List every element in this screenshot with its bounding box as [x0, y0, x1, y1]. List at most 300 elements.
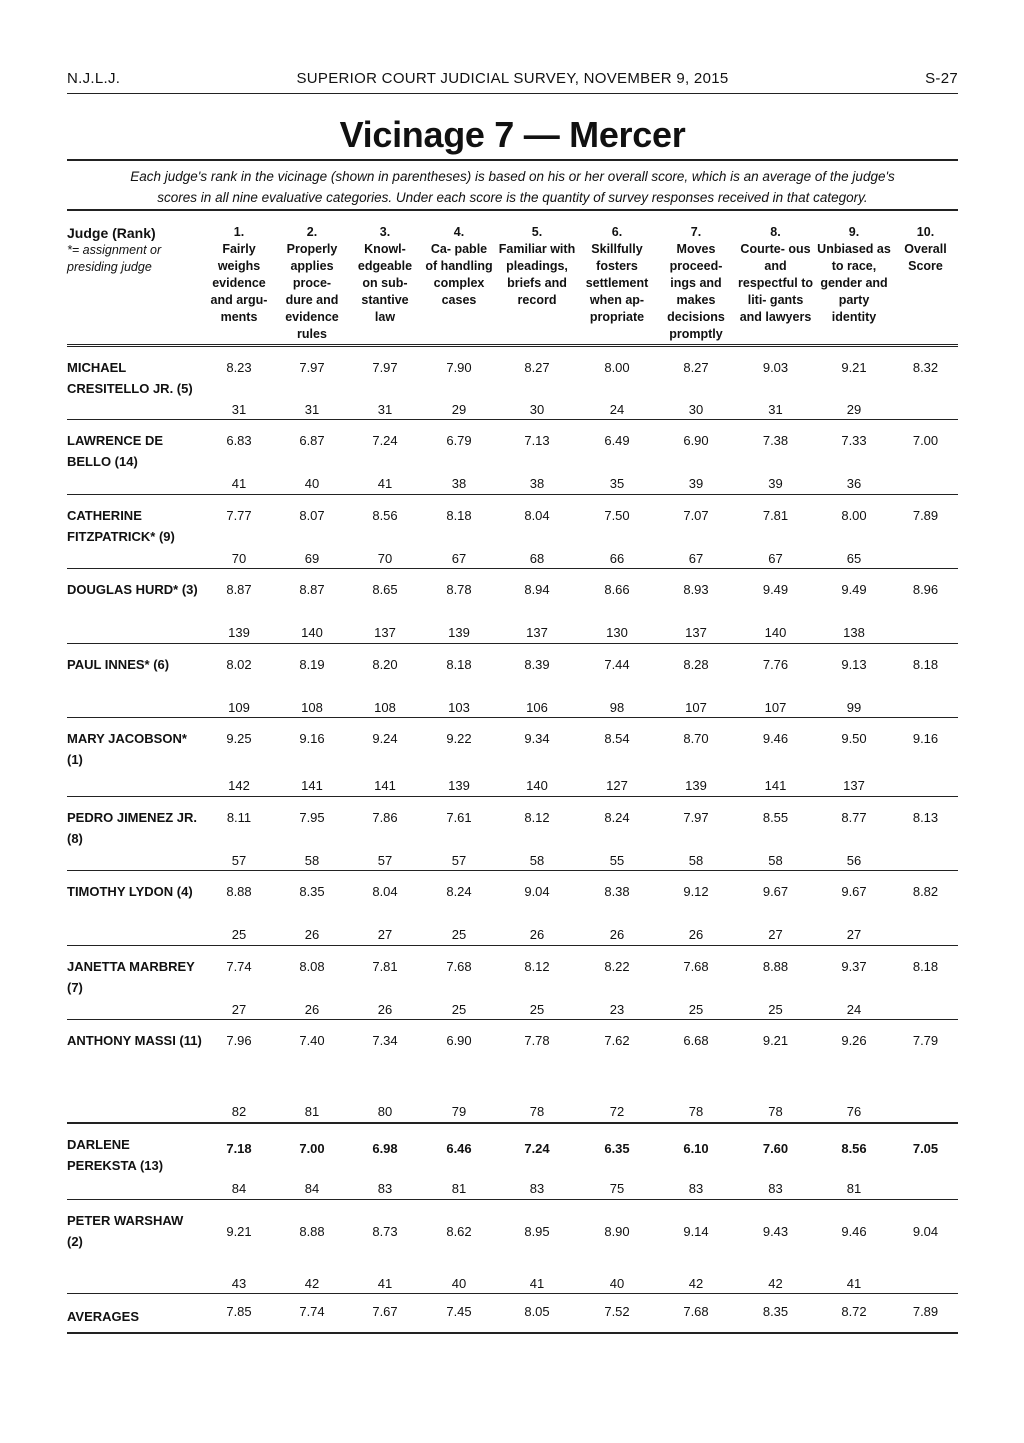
response-count-cell: 25	[422, 921, 496, 946]
score-cell: 8.22	[604, 958, 630, 974]
response-count-cell: 140	[496, 772, 578, 797]
response-count-cell: 25	[496, 995, 578, 1020]
judge-score-row	[67, 420, 958, 470]
score-cell: 7.61	[446, 809, 472, 825]
score-cell: 8.23	[226, 359, 252, 375]
response-count-cell: 36	[815, 470, 893, 495]
response-count-cell: 29	[815, 395, 893, 420]
response-count-cell: 41	[815, 1269, 893, 1294]
score-cell: 8.77	[841, 809, 867, 825]
score-cell: 8.18	[446, 507, 472, 523]
score-cell: 8.82	[912, 884, 939, 899]
score-cell: 8.04	[372, 884, 398, 899]
response-count-cell: 140	[736, 619, 815, 644]
response-count-cell: 23	[578, 995, 656, 1020]
score-cell: 9.16	[299, 731, 325, 746]
score-cell: 7.97	[683, 809, 709, 825]
header-row	[67, 224, 958, 345]
score-cell: 8.95	[524, 1223, 550, 1239]
score-cell: 7.38	[762, 433, 789, 448]
response-count-cell: 83	[496, 1175, 578, 1200]
score-cell: 7.33	[841, 433, 867, 448]
response-count-cell: 108	[348, 693, 422, 718]
response-count-cell: 139	[422, 619, 496, 644]
score-cell: 9.46	[762, 731, 789, 746]
response-count-cell: 26	[496, 921, 578, 946]
score-cell: 8.27	[683, 359, 709, 375]
response-count-cell: 139	[202, 619, 276, 644]
response-count-cell: 57	[202, 846, 276, 871]
score-cell: 8.24	[604, 809, 630, 825]
score-cell: 9.67	[841, 884, 867, 899]
score-cell: 9.46	[841, 1223, 867, 1239]
category-number: 9.	[848, 225, 860, 239]
score-cell: 9.49	[762, 582, 789, 597]
score-cell: 6.90	[446, 1033, 472, 1048]
response-count-cell: 30	[496, 395, 578, 420]
response-count-cell: 67	[656, 544, 736, 569]
empty-cell	[893, 846, 958, 871]
response-count-cell: 40	[276, 470, 348, 495]
response-count-cell: 27	[815, 921, 893, 946]
category-label: Moves proceed- ings and makes decisions promptly	[667, 242, 725, 341]
score-cell: 7.79	[912, 1033, 939, 1048]
judge-name: PETER WARSHAW (2)	[67, 1199, 202, 1294]
response-count-cell: 41	[348, 1269, 422, 1294]
empty-cell	[893, 395, 958, 420]
response-count-cell: 65	[815, 544, 893, 569]
score-cell: 9.03	[762, 359, 789, 375]
header-rule	[67, 93, 958, 94]
score-cell: 8.88	[226, 884, 252, 899]
judge-score-row	[67, 796, 958, 846]
score-cell: 9.43	[762, 1223, 789, 1239]
response-count-cell: 25	[202, 921, 276, 946]
score-cell: 9.14	[683, 1223, 709, 1239]
page-title: Vicinage 7 — Mercer	[339, 114, 686, 155]
average-cell: 7.74	[276, 1294, 348, 1334]
judge-score-row	[67, 1020, 958, 1098]
score-cell: 6.90	[683, 433, 709, 448]
response-count-cell: 127	[578, 772, 656, 797]
category-label: Properly applies proce- dure and evidence rules	[285, 242, 339, 341]
score-cell: 7.50	[604, 507, 630, 523]
score-cell: 8.28	[683, 656, 709, 672]
response-count-cell: 31	[202, 395, 276, 420]
response-count-cell: 78	[496, 1098, 578, 1123]
score-cell: 7.44	[604, 656, 630, 672]
averages-label: AVERAGES	[67, 1294, 202, 1334]
survey-title: SUPERIOR COURT JUDICIAL SURVEY, NOVEMBER 9, 2015	[296, 70, 729, 87]
response-count-cell: 107	[656, 693, 736, 718]
score-cell: 9.04	[912, 1223, 939, 1239]
response-count-cell: 109	[202, 693, 276, 718]
judge-score-row	[67, 718, 958, 772]
response-count-cell: 25	[422, 995, 496, 1020]
score-cell: 7.24	[372, 433, 398, 448]
response-count-cell: 26	[276, 921, 348, 946]
score-cell: 8.19	[299, 656, 325, 672]
score-cell: 8.00	[604, 359, 630, 375]
response-count-cell: 67	[422, 544, 496, 569]
score-cell: 8.62	[446, 1223, 472, 1239]
response-count-cell: 42	[276, 1269, 348, 1294]
response-count-cell: 57	[422, 846, 496, 871]
response-count-cell: 35	[578, 470, 656, 495]
response-count-cell: 130	[578, 619, 656, 644]
response-count-cell: 75	[578, 1175, 656, 1200]
empty-cell	[893, 772, 958, 797]
score-cell: 8.88	[299, 1223, 325, 1239]
judge-name: PAUL INNES* (6)	[67, 643, 202, 718]
response-count-cell: 68	[496, 544, 578, 569]
score-cell: 9.12	[683, 884, 709, 899]
response-count-cell: 140	[276, 619, 348, 644]
score-cell: 8.07	[299, 507, 325, 523]
score-cell: 8.65	[372, 582, 398, 597]
category-label: Unbiased as to race, gender and party identity	[817, 242, 891, 324]
category-label: Familiar with pleadings, briefs and record	[498, 242, 576, 307]
judge-name: DARLENE PEREKSTA (13)	[67, 1123, 202, 1200]
response-count-cell: 41	[202, 470, 276, 495]
score-cell: 8.94	[524, 582, 550, 597]
score-cell: 8.12	[524, 958, 550, 974]
response-count-cell: 40	[422, 1269, 496, 1294]
score-cell: 7.74	[226, 958, 252, 974]
category-number: 8.	[770, 225, 781, 239]
response-count-cell: 83	[348, 1175, 422, 1200]
score-cell: 8.18	[912, 656, 939, 672]
score-cell: 7.97	[299, 359, 325, 375]
response-count-cell: 25	[736, 995, 815, 1020]
response-count-cell: 72	[578, 1098, 656, 1123]
judge-score-row	[67, 643, 958, 693]
score-cell: 8.55	[762, 809, 789, 825]
response-count-cell: 43	[202, 1269, 276, 1294]
response-count-cell: 141	[348, 772, 422, 797]
score-cell: 7.60	[736, 1123, 815, 1175]
score-cell: 8.39	[524, 656, 550, 672]
score-cell: 9.34	[524, 731, 550, 746]
category-label: Courte- ous and respectful to liti- gants and lawyers	[738, 242, 814, 324]
score-cell: 8.35	[299, 884, 325, 899]
category-label: Knowl- edgeable on sub- stantive law	[357, 242, 413, 324]
empty-cell	[893, 1175, 958, 1200]
empty-cell	[893, 619, 958, 644]
category-number: 10.	[916, 225, 935, 239]
category-header	[736, 224, 815, 345]
page-number: S-27	[925, 70, 958, 87]
category-header	[815, 224, 893, 345]
response-count-cell: 55	[578, 846, 656, 871]
publication-name: N.J.L.J.	[67, 70, 121, 87]
response-count-cell: 66	[578, 544, 656, 569]
response-count-cell: 81	[422, 1175, 496, 1200]
category-number: 2.	[306, 225, 318, 239]
score-cell: 7.00	[276, 1123, 348, 1175]
response-count-cell: 41	[496, 1269, 578, 1294]
score-cell: 8.70	[683, 731, 709, 746]
response-count-cell: 26	[578, 921, 656, 946]
average-cell: 7.52	[578, 1294, 656, 1334]
judge-name: PEDRO JIMENEZ JR. (8)	[67, 796, 202, 871]
score-cell: 8.96	[912, 582, 939, 597]
response-count-cell: 38	[422, 470, 496, 495]
empty-cell	[893, 1098, 958, 1123]
score-cell: 8.54	[604, 731, 630, 746]
running-head	[67, 70, 958, 92]
average-cell: 8.05	[496, 1294, 578, 1334]
averages-row	[67, 1294, 958, 1334]
response-count-cell: 27	[202, 995, 276, 1020]
score-cell: 9.13	[841, 656, 867, 672]
score-cell: 9.67	[762, 884, 789, 899]
intro-line-2: scores in all nine evaluative categories. Under each score is the quantity of survey responses received in that category.	[157, 190, 868, 205]
category-label: Overall Score	[904, 242, 947, 273]
response-count-cell: 107	[736, 693, 815, 718]
score-cell: 7.68	[683, 958, 709, 974]
response-count-cell: 25	[656, 995, 736, 1020]
response-count-cell: 24	[578, 395, 656, 420]
response-count-cell: 83	[736, 1175, 815, 1200]
response-count-cell: 82	[202, 1098, 276, 1123]
response-count-cell: 103	[422, 693, 496, 718]
score-cell: 8.56	[815, 1123, 893, 1175]
score-cell: 7.07	[683, 507, 709, 523]
judge-header-note: *= assignment or presiding judge	[67, 243, 162, 274]
score-cell: 9.04	[524, 884, 550, 899]
score-cell: 7.00	[912, 433, 939, 448]
response-count-cell: 26	[276, 995, 348, 1020]
score-cell: 7.40	[299, 1033, 325, 1048]
intro-line-1: Each judge's rank in the vicinage (shown in parentheses) is based on his or her overall score, which is an average of the judge's	[130, 169, 895, 184]
category-number: 4.	[453, 225, 465, 239]
score-cell: 7.34	[372, 1033, 398, 1048]
response-count-cell: 81	[276, 1098, 348, 1123]
score-cell: 7.97	[372, 359, 398, 375]
average-cell: 8.35	[736, 1294, 815, 1334]
score-cell: 7.81	[762, 507, 789, 523]
category-header	[202, 224, 276, 345]
response-count-cell: 27	[736, 921, 815, 946]
score-cell: 8.20	[372, 656, 398, 672]
response-count-cell: 70	[202, 544, 276, 569]
score-cell: 9.21	[841, 359, 867, 375]
score-cell: 8.66	[604, 582, 630, 597]
judge-score-row	[67, 494, 958, 544]
judge-header-title: Judge (Rank)	[67, 225, 156, 241]
score-cell: 8.38	[604, 884, 630, 899]
judge-score-row	[67, 1123, 958, 1175]
response-count-cell: 31	[736, 395, 815, 420]
response-count-cell: 58	[656, 846, 736, 871]
judge-name: MARY JACOBSON* (1)	[67, 718, 202, 797]
response-count-cell: 78	[656, 1098, 736, 1123]
response-count-cell: 42	[736, 1269, 815, 1294]
score-cell: 8.12	[524, 809, 550, 825]
score-cell: 6.49	[604, 433, 630, 448]
score-cell: 6.68	[683, 1033, 709, 1048]
score-cell: 7.68	[446, 958, 472, 974]
average-cell: 7.45	[422, 1294, 496, 1334]
category-number: 7.	[690, 225, 702, 239]
empty-cell	[893, 921, 958, 946]
score-cell: 6.83	[226, 433, 252, 448]
judge-name: TIMOTHY LYDON (4)	[67, 871, 202, 946]
category-number: 3.	[379, 225, 391, 239]
category-header	[893, 224, 958, 345]
response-count-cell: 31	[348, 395, 422, 420]
score-cell: 8.87	[299, 582, 325, 597]
judge-name: LAWRENCE DE BELLO (14)	[67, 420, 202, 495]
average-cell: 7.68	[656, 1294, 736, 1334]
response-count-cell: 31	[276, 395, 348, 420]
response-count-cell: 38	[496, 470, 578, 495]
score-cell: 7.62	[604, 1033, 630, 1048]
response-count-cell: 141	[736, 772, 815, 797]
response-count-cell: 99	[815, 693, 893, 718]
response-count-cell: 142	[202, 772, 276, 797]
judge-name: JANETTA MARBREY (7)	[67, 945, 202, 1020]
score-cell: 6.10	[656, 1123, 736, 1175]
score-cell: 6.87	[299, 433, 325, 448]
score-cell: 8.08	[299, 958, 325, 974]
average-cell: 8.72	[815, 1294, 893, 1334]
category-header	[276, 224, 348, 345]
judge-name: MICHAEL CRESITELLO JR. (5)	[67, 345, 202, 420]
category-number: 1.	[233, 225, 245, 239]
response-count-cell: 137	[815, 772, 893, 797]
score-cell: 7.86	[372, 809, 398, 825]
score-cell: 7.76	[762, 656, 789, 672]
score-cell: 7.77	[226, 507, 252, 523]
response-count-cell: 76	[815, 1098, 893, 1123]
intro-text	[67, 166, 958, 208]
score-cell: 8.87	[226, 582, 252, 597]
judge-score-row	[67, 871, 958, 921]
response-count-cell: 83	[656, 1175, 736, 1200]
score-cell: 8.13	[912, 809, 939, 825]
average-cell: 7.89	[893, 1294, 958, 1334]
score-cell: 7.13	[524, 433, 550, 448]
response-count-cell: 58	[496, 846, 578, 871]
score-cell: 7.24	[496, 1123, 578, 1175]
empty-cell	[893, 995, 958, 1020]
response-count-cell: 137	[496, 619, 578, 644]
score-cell: 8.32	[912, 359, 939, 375]
score-cell: 6.79	[446, 433, 472, 448]
score-cell: 8.02	[226, 656, 252, 672]
response-count-cell: 39	[736, 470, 815, 495]
score-cell: 9.49	[841, 582, 867, 597]
response-count-cell: 98	[578, 693, 656, 718]
score-cell: 7.81	[372, 958, 398, 974]
category-header	[348, 224, 422, 345]
response-count-cell: 42	[656, 1269, 736, 1294]
score-cell: 8.93	[683, 582, 709, 597]
score-cell: 8.73	[372, 1223, 398, 1239]
response-count-cell: 84	[202, 1175, 276, 1200]
score-cell: 9.24	[372, 731, 398, 746]
response-count-cell: 27	[348, 921, 422, 946]
score-cell: 8.90	[604, 1223, 630, 1239]
score-cell: 8.78	[446, 582, 472, 597]
response-count-cell: 138	[815, 619, 893, 644]
response-count-cell: 70	[348, 544, 422, 569]
response-count-cell: 26	[348, 995, 422, 1020]
category-header	[496, 224, 578, 345]
title-rule	[67, 159, 958, 161]
score-cell: 8.27	[524, 359, 550, 375]
category-label: Skillfully fosters settlement when ap- propriate	[585, 242, 649, 324]
score-cell: 7.05	[893, 1123, 958, 1175]
score-cell: 9.22	[446, 731, 472, 746]
score-cell: 9.26	[841, 1033, 867, 1048]
score-cell: 8.88	[762, 958, 789, 974]
response-count-cell: 56	[815, 846, 893, 871]
empty-cell	[893, 1269, 958, 1294]
response-count-cell: 139	[656, 772, 736, 797]
response-count-cell: 67	[736, 544, 815, 569]
response-count-cell: 106	[496, 693, 578, 718]
response-count-cell: 29	[422, 395, 496, 420]
empty-cell	[893, 693, 958, 718]
score-cell: 8.11	[226, 809, 252, 825]
response-count-cell: 24	[815, 995, 893, 1020]
response-count-cell: 137	[656, 619, 736, 644]
response-count-cell: 26	[656, 921, 736, 946]
category-number: 5.	[531, 225, 543, 239]
scores-table	[67, 224, 958, 1334]
response-count-cell: 81	[815, 1175, 893, 1200]
response-count-cell: 69	[276, 544, 348, 569]
judge-score-row	[67, 569, 958, 619]
response-count-cell: 41	[348, 470, 422, 495]
judge-score-row	[67, 1199, 958, 1269]
score-cell: 8.56	[372, 507, 398, 523]
score-cell: 7.18	[202, 1123, 276, 1175]
empty-cell	[893, 470, 958, 495]
score-cell: 7.95	[299, 809, 325, 825]
judge-score-row	[67, 945, 958, 995]
average-cell: 7.85	[202, 1294, 276, 1334]
score-cell: 7.96	[226, 1033, 252, 1048]
judge-column-header	[67, 224, 202, 345]
score-cell: 9.16	[912, 731, 939, 746]
intro-rule	[67, 209, 958, 211]
score-cell: 8.00	[841, 507, 867, 523]
response-count-cell: 40	[578, 1269, 656, 1294]
response-count-cell: 137	[348, 619, 422, 644]
score-cell: 6.35	[578, 1123, 656, 1175]
response-count-cell: 84	[276, 1175, 348, 1200]
category-header	[422, 224, 496, 345]
category-label: Fairly weighs evidence and argu- ments	[210, 242, 268, 324]
score-cell: 8.24	[446, 884, 472, 899]
response-count-cell: 30	[656, 395, 736, 420]
empty-cell	[893, 544, 958, 569]
score-cell: 9.25	[226, 731, 252, 746]
category-number: 6.	[611, 225, 623, 239]
score-cell: 8.18	[912, 958, 939, 974]
response-count-cell: 58	[736, 846, 815, 871]
response-count-cell: 57	[348, 846, 422, 871]
response-count-cell: 79	[422, 1098, 496, 1123]
score-cell: 6.98	[348, 1123, 422, 1175]
category-header	[578, 224, 656, 345]
score-cell: 7.90	[446, 359, 472, 375]
response-count-cell: 80	[348, 1098, 422, 1123]
